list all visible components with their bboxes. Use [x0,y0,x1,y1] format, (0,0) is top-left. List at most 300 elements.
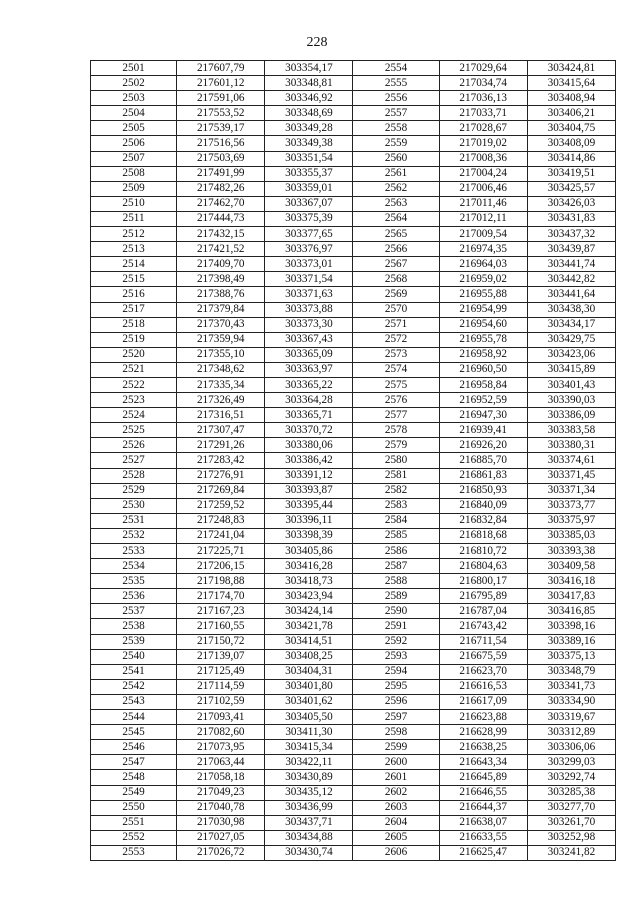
x-coordinate-cell: 217370,43 [177,317,265,332]
y-coordinate-cell: 303373,88 [265,302,353,317]
point-number-cell: 2586 [353,544,439,559]
y-coordinate-cell: 303386,09 [527,408,615,423]
y-coordinate-cell: 303404,75 [527,121,615,136]
x-coordinate-cell: 217379,84 [177,302,265,317]
x-coordinate-cell: 217114,59 [177,679,265,694]
y-coordinate-cell: 303312,89 [527,725,615,740]
y-coordinate-cell: 303398,39 [265,528,353,543]
x-coordinate-cell: 217006,46 [439,181,527,196]
x-coordinate-cell: 217444,73 [177,211,265,226]
table-row [91,121,616,136]
y-coordinate-cell: 303405,86 [265,544,353,559]
y-coordinate-cell: 303389,16 [527,634,615,649]
x-coordinate-cell: 216804,63 [439,559,527,574]
x-coordinate-cell: 217601,12 [177,76,265,91]
table-row [91,453,616,468]
table-row [91,242,616,257]
x-coordinate-cell: 216960,50 [439,362,527,377]
x-coordinate-cell: 217225,71 [177,544,265,559]
table-row [91,483,616,498]
table-row [91,408,616,423]
y-coordinate-cell: 303423,94 [265,589,353,604]
y-coordinate-cell: 303371,54 [265,272,353,287]
x-coordinate-cell: 216633,55 [439,830,527,845]
y-coordinate-cell: 303437,71 [265,815,353,830]
x-coordinate-cell: 217033,71 [439,106,527,121]
point-number-cell: 2565 [353,227,439,242]
y-coordinate-cell: 303435,12 [265,785,353,800]
y-coordinate-cell: 303385,03 [527,528,615,543]
table-row [91,694,616,709]
x-coordinate-cell: 216638,07 [439,815,527,830]
point-number-cell: 2524 [91,408,177,423]
y-coordinate-cell: 303334,90 [527,694,615,709]
x-coordinate-cell: 217241,04 [177,528,265,543]
y-coordinate-cell: 303430,74 [265,845,353,860]
x-coordinate-cell: 217028,67 [439,121,527,136]
point-number-cell: 2572 [353,332,439,347]
y-coordinate-cell: 303349,38 [265,136,353,151]
point-number-cell: 2501 [91,61,177,76]
y-coordinate-cell: 303395,44 [265,498,353,513]
x-coordinate-cell: 216638,25 [439,740,527,755]
y-coordinate-cell: 303376,97 [265,242,353,257]
y-coordinate-cell: 303377,65 [265,227,353,242]
y-coordinate-cell: 303408,25 [265,649,353,664]
point-number-cell: 2584 [353,513,439,528]
point-number-cell: 2546 [91,740,177,755]
point-number-cell: 2521 [91,362,177,377]
table-row [91,332,616,347]
point-number-cell: 2558 [353,121,439,136]
table-row [91,589,616,604]
point-number-cell: 2505 [91,121,177,136]
point-number-cell: 2596 [353,694,439,709]
point-number-cell: 2603 [353,800,439,815]
x-coordinate-cell: 216787,04 [439,604,527,619]
y-coordinate-cell: 303424,14 [265,604,353,619]
x-coordinate-cell: 216643,34 [439,755,527,770]
point-number-cell: 2602 [353,785,439,800]
point-number-cell: 2515 [91,272,177,287]
y-coordinate-cell: 303373,77 [527,498,615,513]
x-coordinate-cell: 217269,84 [177,483,265,498]
x-coordinate-cell: 216800,17 [439,574,527,589]
y-coordinate-cell: 303374,61 [527,453,615,468]
x-coordinate-cell: 217012,11 [439,211,527,226]
x-coordinate-cell: 217388,76 [177,287,265,302]
table-row [91,377,616,392]
point-number-cell: 2534 [91,559,177,574]
table-row [91,770,616,785]
x-coordinate-cell: 216954,99 [439,302,527,317]
point-number-cell: 2543 [91,694,177,709]
y-coordinate-cell: 303371,45 [527,468,615,483]
point-number-cell: 2601 [353,770,439,785]
point-number-cell: 2559 [353,136,439,151]
y-coordinate-cell: 303416,28 [265,559,353,574]
y-coordinate-cell: 303401,43 [527,377,615,392]
y-coordinate-cell: 303363,97 [265,362,353,377]
point-number-cell: 2571 [353,317,439,332]
x-coordinate-cell: 217462,70 [177,196,265,211]
y-coordinate-cell: 303406,21 [527,106,615,121]
x-coordinate-cell: 217058,18 [177,770,265,785]
point-number-cell: 2569 [353,287,439,302]
x-coordinate-cell: 217316,51 [177,408,265,423]
x-coordinate-cell: 216646,55 [439,785,527,800]
y-coordinate-cell: 303241,82 [527,845,615,860]
table-row [91,634,616,649]
x-coordinate-cell: 216818,68 [439,528,527,543]
point-number-cell: 2605 [353,830,439,845]
point-number-cell: 2560 [353,151,439,166]
x-coordinate-cell: 217259,52 [177,498,265,513]
y-coordinate-cell: 303396,11 [265,513,353,528]
x-coordinate-cell: 217409,70 [177,257,265,272]
y-coordinate-cell: 303436,99 [265,800,353,815]
y-coordinate-cell: 303371,63 [265,287,353,302]
point-number-cell: 2570 [353,302,439,317]
y-coordinate-cell: 303383,58 [527,423,615,438]
table-row [91,76,616,91]
point-number-cell: 2510 [91,196,177,211]
y-coordinate-cell: 303426,03 [527,196,615,211]
x-coordinate-cell: 216958,92 [439,347,527,362]
x-coordinate-cell: 217009,54 [439,227,527,242]
point-number-cell: 2536 [91,589,177,604]
table-row [91,815,616,830]
x-coordinate-cell: 217503,69 [177,151,265,166]
y-coordinate-cell: 303409,58 [527,559,615,574]
y-coordinate-cell: 303277,70 [527,800,615,815]
point-number-cell: 2540 [91,649,177,664]
y-coordinate-cell: 303415,89 [527,362,615,377]
x-coordinate-cell: 217355,10 [177,347,265,362]
x-coordinate-cell: 216623,88 [439,710,527,725]
point-number-cell: 2577 [353,408,439,423]
y-coordinate-cell: 303438,30 [527,302,615,317]
point-number-cell: 2508 [91,166,177,181]
x-coordinate-cell: 217291,26 [177,438,265,453]
x-coordinate-cell: 217359,94 [177,332,265,347]
x-coordinate-cell: 216711,54 [439,634,527,649]
x-coordinate-cell: 217102,59 [177,694,265,709]
point-number-cell: 2550 [91,800,177,815]
point-number-cell: 2547 [91,755,177,770]
x-coordinate-cell: 217004,24 [439,166,527,181]
y-coordinate-cell: 303416,85 [527,604,615,619]
point-number-cell: 2519 [91,332,177,347]
x-coordinate-cell: 216743,42 [439,619,527,634]
y-coordinate-cell: 303390,03 [527,393,615,408]
x-coordinate-cell: 216952,59 [439,393,527,408]
point-number-cell: 2575 [353,377,439,392]
y-coordinate-cell: 303424,81 [527,61,615,76]
point-number-cell: 2520 [91,347,177,362]
point-number-cell: 2591 [353,619,439,634]
point-number-cell: 2564 [353,211,439,226]
y-coordinate-cell: 303417,83 [527,589,615,604]
table-row [91,528,616,543]
table-row [91,362,616,377]
point-number-cell: 2567 [353,257,439,272]
point-number-cell: 2587 [353,559,439,574]
y-coordinate-cell: 303319,67 [527,710,615,725]
table-row [91,423,616,438]
y-coordinate-cell: 303370,72 [265,423,353,438]
point-number-cell: 2588 [353,574,439,589]
y-coordinate-cell: 303292,74 [527,770,615,785]
x-coordinate-cell: 217553,52 [177,106,265,121]
x-coordinate-cell: 217276,91 [177,468,265,483]
x-coordinate-cell: 216810,72 [439,544,527,559]
point-number-cell: 2507 [91,151,177,166]
table-row [91,302,616,317]
point-number-cell: 2531 [91,513,177,528]
x-coordinate-cell: 217125,49 [177,664,265,679]
point-number-cell: 2561 [353,166,439,181]
point-number-cell: 2525 [91,423,177,438]
point-number-cell: 2554 [353,61,439,76]
y-coordinate-cell: 303405,50 [265,710,353,725]
table-row [91,649,616,664]
y-coordinate-cell: 303437,32 [527,227,615,242]
point-number-cell: 2582 [353,483,439,498]
y-coordinate-cell: 303348,79 [527,664,615,679]
x-coordinate-cell: 217040,78 [177,800,265,815]
point-number-cell: 2502 [91,76,177,91]
y-coordinate-cell: 303418,73 [265,574,353,589]
x-coordinate-cell: 217326,49 [177,393,265,408]
point-number-cell: 2555 [353,76,439,91]
y-coordinate-cell: 303306,06 [527,740,615,755]
x-coordinate-cell: 216832,84 [439,513,527,528]
x-coordinate-cell: 217421,52 [177,242,265,257]
x-coordinate-cell: 216955,78 [439,332,527,347]
table-row [91,287,616,302]
x-coordinate-cell: 217093,41 [177,710,265,725]
y-coordinate-cell: 303367,43 [265,332,353,347]
coordinates-table [90,60,616,861]
x-coordinate-cell: 216616,53 [439,679,527,694]
y-coordinate-cell: 303419,51 [527,166,615,181]
x-coordinate-cell: 216795,89 [439,589,527,604]
table-row [91,227,616,242]
point-number-cell: 2574 [353,362,439,377]
y-coordinate-cell: 303422,11 [265,755,353,770]
point-number-cell: 2594 [353,664,439,679]
y-coordinate-cell: 303439,87 [527,242,615,257]
y-coordinate-cell: 303365,22 [265,377,353,392]
x-coordinate-cell: 217335,34 [177,377,265,392]
page-number: 228 [306,35,328,50]
y-coordinate-cell: 303354,17 [265,61,353,76]
y-coordinate-cell: 303431,83 [527,211,615,226]
table-row [91,136,616,151]
point-number-cell: 2513 [91,242,177,257]
x-coordinate-cell: 217348,62 [177,362,265,377]
point-number-cell: 2579 [353,438,439,453]
y-coordinate-cell: 303425,57 [527,181,615,196]
x-coordinate-cell: 217482,26 [177,181,265,196]
y-coordinate-cell: 303375,97 [527,513,615,528]
table-row [91,317,616,332]
point-number-cell: 2523 [91,393,177,408]
x-coordinate-cell: 217008,36 [439,151,527,166]
x-coordinate-cell: 217516,56 [177,136,265,151]
point-number-cell: 2548 [91,770,177,785]
table-row [91,272,616,287]
x-coordinate-cell: 217011,46 [439,196,527,211]
point-number-cell: 2568 [353,272,439,287]
y-coordinate-cell: 303386,42 [265,453,353,468]
point-number-cell: 2518 [91,317,177,332]
point-number-cell: 2599 [353,740,439,755]
point-number-cell: 2533 [91,544,177,559]
y-coordinate-cell: 303348,81 [265,76,353,91]
x-coordinate-cell: 217491,99 [177,166,265,181]
table-row [91,166,616,181]
point-number-cell: 2541 [91,664,177,679]
y-coordinate-cell: 303373,01 [265,257,353,272]
y-coordinate-cell: 303365,09 [265,347,353,362]
x-coordinate-cell: 216926,20 [439,438,527,453]
point-number-cell: 2576 [353,393,439,408]
x-coordinate-cell: 217607,79 [177,61,265,76]
point-number-cell: 2583 [353,498,439,513]
y-coordinate-cell: 303299,03 [527,755,615,770]
y-coordinate-cell: 303434,88 [265,830,353,845]
point-number-cell: 2506 [91,136,177,151]
table-row [91,438,616,453]
table-row [91,61,616,76]
x-coordinate-cell: 216939,41 [439,423,527,438]
y-coordinate-cell: 303285,38 [527,785,615,800]
table-row [91,664,616,679]
y-coordinate-cell: 303365,71 [265,408,353,423]
y-coordinate-cell: 303441,64 [527,287,615,302]
point-number-cell: 2517 [91,302,177,317]
x-coordinate-cell: 217030,98 [177,815,265,830]
point-number-cell: 2553 [91,845,177,860]
point-number-cell: 2590 [353,604,439,619]
y-coordinate-cell: 303434,17 [527,317,615,332]
table-row [91,544,616,559]
point-number-cell: 2600 [353,755,439,770]
x-coordinate-cell: 216675,59 [439,649,527,664]
point-number-cell: 2512 [91,227,177,242]
point-number-cell: 2544 [91,710,177,725]
x-coordinate-cell: 217248,83 [177,513,265,528]
point-number-cell: 2598 [353,725,439,740]
x-coordinate-cell: 217198,88 [177,574,265,589]
table-row [91,830,616,845]
table-row [91,559,616,574]
point-number-cell: 2529 [91,483,177,498]
table-row [91,211,616,226]
point-number-cell: 2538 [91,619,177,634]
point-number-cell: 2580 [353,453,439,468]
point-number-cell: 2532 [91,528,177,543]
point-number-cell: 2562 [353,181,439,196]
y-coordinate-cell: 303373,30 [265,317,353,332]
x-coordinate-cell: 216850,93 [439,483,527,498]
x-coordinate-cell: 217019,02 [439,136,527,151]
coordinates-table-body [91,61,616,861]
point-number-cell: 2585 [353,528,439,543]
point-number-cell: 2578 [353,423,439,438]
x-coordinate-cell: 217063,44 [177,755,265,770]
x-coordinate-cell: 217027,05 [177,830,265,845]
y-coordinate-cell: 303355,37 [265,166,353,181]
x-coordinate-cell: 217283,42 [177,453,265,468]
table-row [91,740,616,755]
x-coordinate-cell: 217150,72 [177,634,265,649]
table-row [91,151,616,166]
x-coordinate-cell: 217167,23 [177,604,265,619]
point-number-cell: 2535 [91,574,177,589]
point-number-cell: 2556 [353,91,439,106]
x-coordinate-cell: 217073,95 [177,740,265,755]
y-coordinate-cell: 303408,94 [527,91,615,106]
y-coordinate-cell: 303341,73 [527,679,615,694]
table-row [91,106,616,121]
point-number-cell: 2527 [91,453,177,468]
y-coordinate-cell: 303401,80 [265,679,353,694]
point-number-cell: 2522 [91,377,177,392]
point-number-cell: 2526 [91,438,177,453]
y-coordinate-cell: 303349,28 [265,121,353,136]
point-number-cell: 2592 [353,634,439,649]
point-number-cell: 2504 [91,106,177,121]
y-coordinate-cell: 303421,78 [265,619,353,634]
table-row [91,679,616,694]
y-coordinate-cell: 303408,09 [527,136,615,151]
table-row [91,393,616,408]
table-row [91,800,616,815]
x-coordinate-cell: 216947,30 [439,408,527,423]
point-number-cell: 2573 [353,347,439,362]
y-coordinate-cell: 303359,01 [265,181,353,196]
y-coordinate-cell: 303346,92 [265,91,353,106]
x-coordinate-cell: 216955,88 [439,287,527,302]
point-number-cell: 2542 [91,679,177,694]
y-coordinate-cell: 303442,82 [527,272,615,287]
y-coordinate-cell: 303430,89 [265,770,353,785]
point-number-cell: 2593 [353,649,439,664]
table-row [91,347,616,362]
y-coordinate-cell: 303414,51 [265,634,353,649]
x-coordinate-cell: 217082,60 [177,725,265,740]
y-coordinate-cell: 303261,70 [527,815,615,830]
point-number-cell: 2528 [91,468,177,483]
table-row [91,619,616,634]
table-row [91,513,616,528]
table-row [91,574,616,589]
x-coordinate-cell: 216617,09 [439,694,527,709]
y-coordinate-cell: 303401,62 [265,694,353,709]
point-number-cell: 2503 [91,91,177,106]
x-coordinate-cell: 216964,03 [439,257,527,272]
x-coordinate-cell: 216861,83 [439,468,527,483]
y-coordinate-cell: 303404,31 [265,664,353,679]
point-number-cell: 2530 [91,498,177,513]
x-coordinate-cell: 216959,02 [439,272,527,287]
y-coordinate-cell: 303411,30 [265,725,353,740]
x-coordinate-cell: 217049,23 [177,785,265,800]
x-coordinate-cell: 216628,99 [439,725,527,740]
